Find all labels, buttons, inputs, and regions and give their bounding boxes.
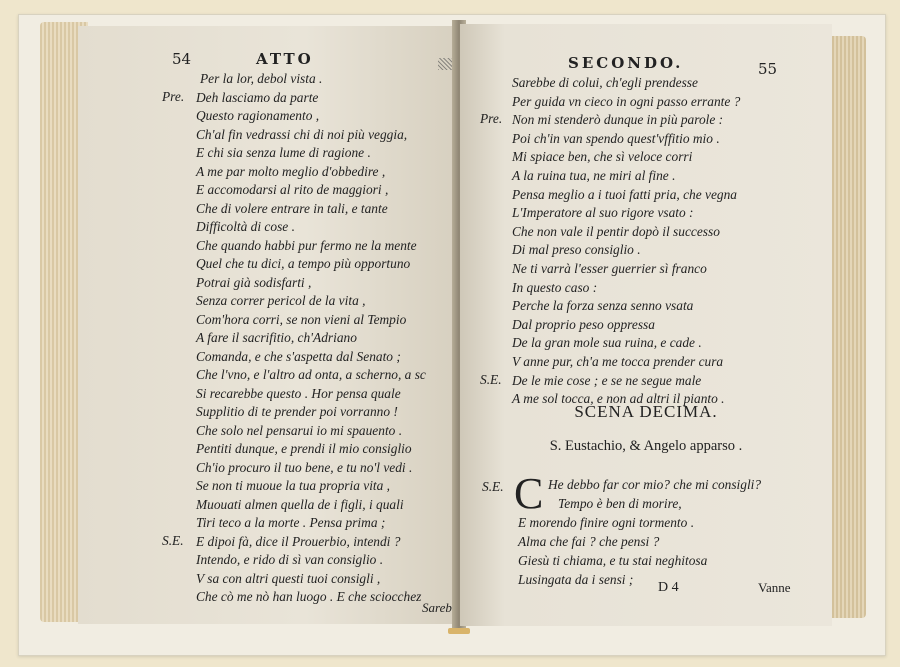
verse-line: Che non vale il pentir dopò il successo: [512, 223, 720, 239]
scene-characters: S. Eustachio, & Angelo apparso .: [549, 438, 743, 454]
scene-verse-line: Lusingata da i sensi ;: [518, 572, 634, 587]
right-page: [460, 24, 832, 626]
verse-line: Per la lor, debol vista .: [200, 71, 323, 86]
verse-line: V sa con altri questi tuoi consigli ,: [196, 570, 381, 586]
verse-line: Se non ti muoue la tua propria vita ,: [196, 478, 391, 493]
left-page-number: 54: [172, 50, 192, 68]
verse-line: Quel che tu dici, a tempo più opportuno: [196, 256, 411, 271]
verse-line: De la gran mole sua ruina, e cade .: [512, 335, 702, 351]
verse-line: Dal proprio peso oppressa: [512, 316, 655, 332]
verse-line: Intendo, e rido di sì van consiglio .: [196, 552, 384, 567]
drop-cap: C: [514, 469, 544, 518]
scene-verse-line: Alma che fai ? che pensi ?: [518, 534, 660, 549]
scene-verse-line: E morendo finire ogni tormento .: [518, 515, 695, 530]
verse-line: De le mie cose ; e se ne segue male: [512, 372, 702, 388]
verse-line: Non mi stenderò dunque in più parole :: [512, 112, 724, 128]
signature-mark: D 4: [658, 580, 679, 595]
verse-line: Com'hora corri, se non vieni al Tempio: [196, 311, 407, 327]
verse-line: Supplitio di te prender poi vorranno !: [196, 404, 398, 419]
speaker-label: Pre.: [162, 88, 185, 104]
verse-line: Ne ti varrà l'esser guerrier sì franco: [512, 261, 707, 276]
verse-line: A me sol tocca, e non ad altri il pianto .: [512, 391, 725, 407]
verse-line: Tiri teco a la morte . Pensa prima ;: [196, 515, 386, 530]
scene-title: SCENA DECIMA.: [574, 402, 718, 421]
verse-line: Che solo nel pensarui io mi spauento .: [196, 422, 403, 438]
verse-line: Pensa meglio a i tuoi fatti pria, che vegna: [512, 186, 737, 202]
right-page-number: 55: [758, 60, 778, 78]
speaker-label: S.E.: [162, 532, 184, 548]
left-running-head: ATTO: [256, 50, 314, 68]
speaker-label: S.E.: [480, 371, 502, 387]
verse-line: Questo ragionamento ,: [196, 108, 320, 123]
verse-line: Che quando habbi pur fermo ne la mente: [196, 237, 417, 253]
scene-verse-line: He debbo far cor mio? che mi consigli?: [548, 477, 762, 492]
verse-line: Potrai già sodisfarti ,: [196, 274, 312, 290]
verse-line: Ch'al fin vedrassi chi di noi più veggia,: [196, 126, 408, 142]
verse-line: L'Imperatore al suo rigore vsato :: [512, 205, 694, 221]
verse-line: Che di volere entrare in tali, e tante: [196, 200, 388, 216]
verse-line: Di mal preso consiglio .: [512, 242, 641, 258]
verse-line: Muouati almen quella de i figli, i quali: [196, 496, 404, 512]
verse-line: A fare il sacrifitio, ch'Adriano: [196, 330, 357, 345]
verse-line: Difficoltà di cose .: [196, 219, 295, 234]
verse-line: Si recarebbe questo . Hor pensa quale: [196, 385, 401, 401]
verse-line: Che cò me nò han luogo . E che sciocchez: [196, 589, 422, 604]
right-catchword: Vanne: [758, 580, 791, 595]
verse-line: In questo caso :: [512, 279, 598, 295]
speaker-label: Pre.: [480, 111, 503, 127]
verse-line: Per guida vn cieco in ogni passo errante ?: [512, 93, 741, 109]
verse-line: A la ruina tua, ne miri al fine .: [512, 168, 676, 183]
verse-line: Ch'io procuro il tuo bene, e tu no'l vedi .: [196, 459, 413, 475]
verse-line: V anne pur, ch'a me tocca prender cura: [512, 354, 724, 369]
verse-line: Pentiti dunque, e prendi il mio consiglio: [196, 441, 412, 456]
scene-verse-line: Tempo è ben di morire,: [558, 496, 682, 511]
verse-line: E chi sia senza lume di ragione .: [196, 145, 371, 160]
scene-speaker: S.E.: [482, 479, 504, 494]
verse-line: Che l'vno, e l'altro ad onta, a scherno, a sc: [196, 367, 426, 382]
right-page-edges: [826, 36, 866, 618]
verse-line: Perche la forza senza senno vsata: [512, 298, 694, 314]
scene-verse-line: Giesù ti chiama, e tu stai neghitosa: [518, 553, 708, 568]
right-running-head: SECONDO.: [568, 54, 684, 72]
verse-line: Poi ch'in van spendo quest'vffitio mio .: [512, 130, 720, 146]
left-catchword: Sareb: [422, 600, 452, 615]
verse-line: Mi spiace ben, che sì veloce corri: [512, 149, 693, 165]
binding-thread: [448, 628, 470, 634]
verse-line: E accomodarsi al rito de maggiori ,: [196, 182, 389, 197]
verse-line: Sarebbe di colui, ch'egli prendesse: [512, 75, 698, 90]
ornament-mark: [438, 58, 452, 70]
verse-line: A me par molto meglio d'obbedire ,: [196, 163, 386, 179]
verse-line: Senza correr pericol de la vita ,: [196, 293, 366, 308]
verse-line: Comanda, e che s'aspetta dal Senato ;: [196, 348, 401, 364]
verse-line: Deh lasciamo da parte: [196, 89, 319, 105]
verse-line: E dipoi fà, dice il Prouerbio, intendi ?: [196, 533, 401, 549]
left-page: [78, 26, 456, 624]
